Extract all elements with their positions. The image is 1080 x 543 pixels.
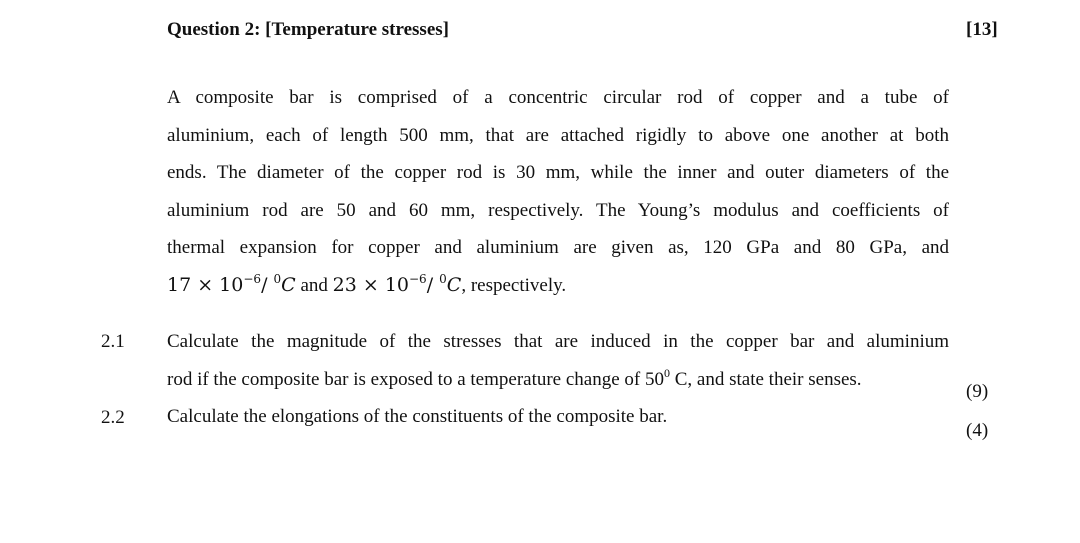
copper-unit-c: C — [281, 273, 296, 296]
question-2-1-line-end: C, and state their senses. — [670, 368, 862, 390]
problem-statement — [167, 79, 949, 304]
question-number-2-2: 2.2 — [101, 407, 125, 428]
aluminium-coefficient-slash: / — [426, 273, 440, 296]
statement-line: thermal expansion for copper and aluminium are given as, 120 GPa and 80 GPa, and — [167, 237, 949, 258]
question-text-2-2 — [167, 398, 949, 436]
aluminium-coefficient-exponent: −6 — [409, 271, 427, 286]
question-2-2-marks: (4) — [966, 420, 989, 441]
question-title: Question 2: [Temperature stresses] — [167, 19, 449, 40]
question-2-2-line: Calculate the elongations of the constituents of the composite bar. — [167, 406, 668, 427]
coefficient-tail-text: , respectively. — [461, 274, 567, 296]
aluminium-degree-symbol: 0 — [439, 271, 447, 286]
question-total-marks: [13] — [966, 19, 998, 40]
aluminium-coefficient-base: 23 × 10 — [332, 273, 409, 296]
statement-line: aluminium rod are 50 and 60 mm, respectively. The Young’s modulus and coefficients of — [167, 199, 949, 221]
question-2-1-marks: (9) — [966, 381, 989, 402]
coefficient-and-text: and — [295, 274, 333, 296]
statement-line-coefficients — [167, 267, 949, 305]
question-text-2-1 — [167, 323, 949, 398]
statement-line: A composite bar is comprised of a concentric circular rod of copper and a tube of — [167, 87, 949, 108]
copper-coefficient-base: 17 × 10 — [167, 273, 244, 296]
question-2-1-line: Calculate the magnitude of the stresses that are induced in the copper bar and aluminium — [167, 331, 949, 352]
degree-superscript: 0 — [664, 365, 670, 380]
statement-line: aluminium, each of length 500 mm, that are attached rigidly to above one another at both — [167, 124, 949, 146]
question-2-1-line-start: rod if the composite bar is exposed to a temperature change of 50 — [167, 368, 664, 390]
copper-coefficient — [167, 271, 296, 296]
aluminium-unit-c: C — [446, 273, 462, 296]
copper-coefficient-slash: / — [261, 273, 274, 296]
copper-coefficient-exponent: −6 — [243, 271, 262, 286]
question-number-2-1: 2.1 — [101, 331, 125, 352]
statement-line: ends. The diameter of the copper rod is 30 mm, while the inner and outer diameters of the — [167, 162, 949, 183]
aluminium-coefficient — [332, 271, 462, 296]
question-2-1-line — [167, 361, 949, 399]
copper-degree-symbol: 0 — [273, 271, 282, 286]
